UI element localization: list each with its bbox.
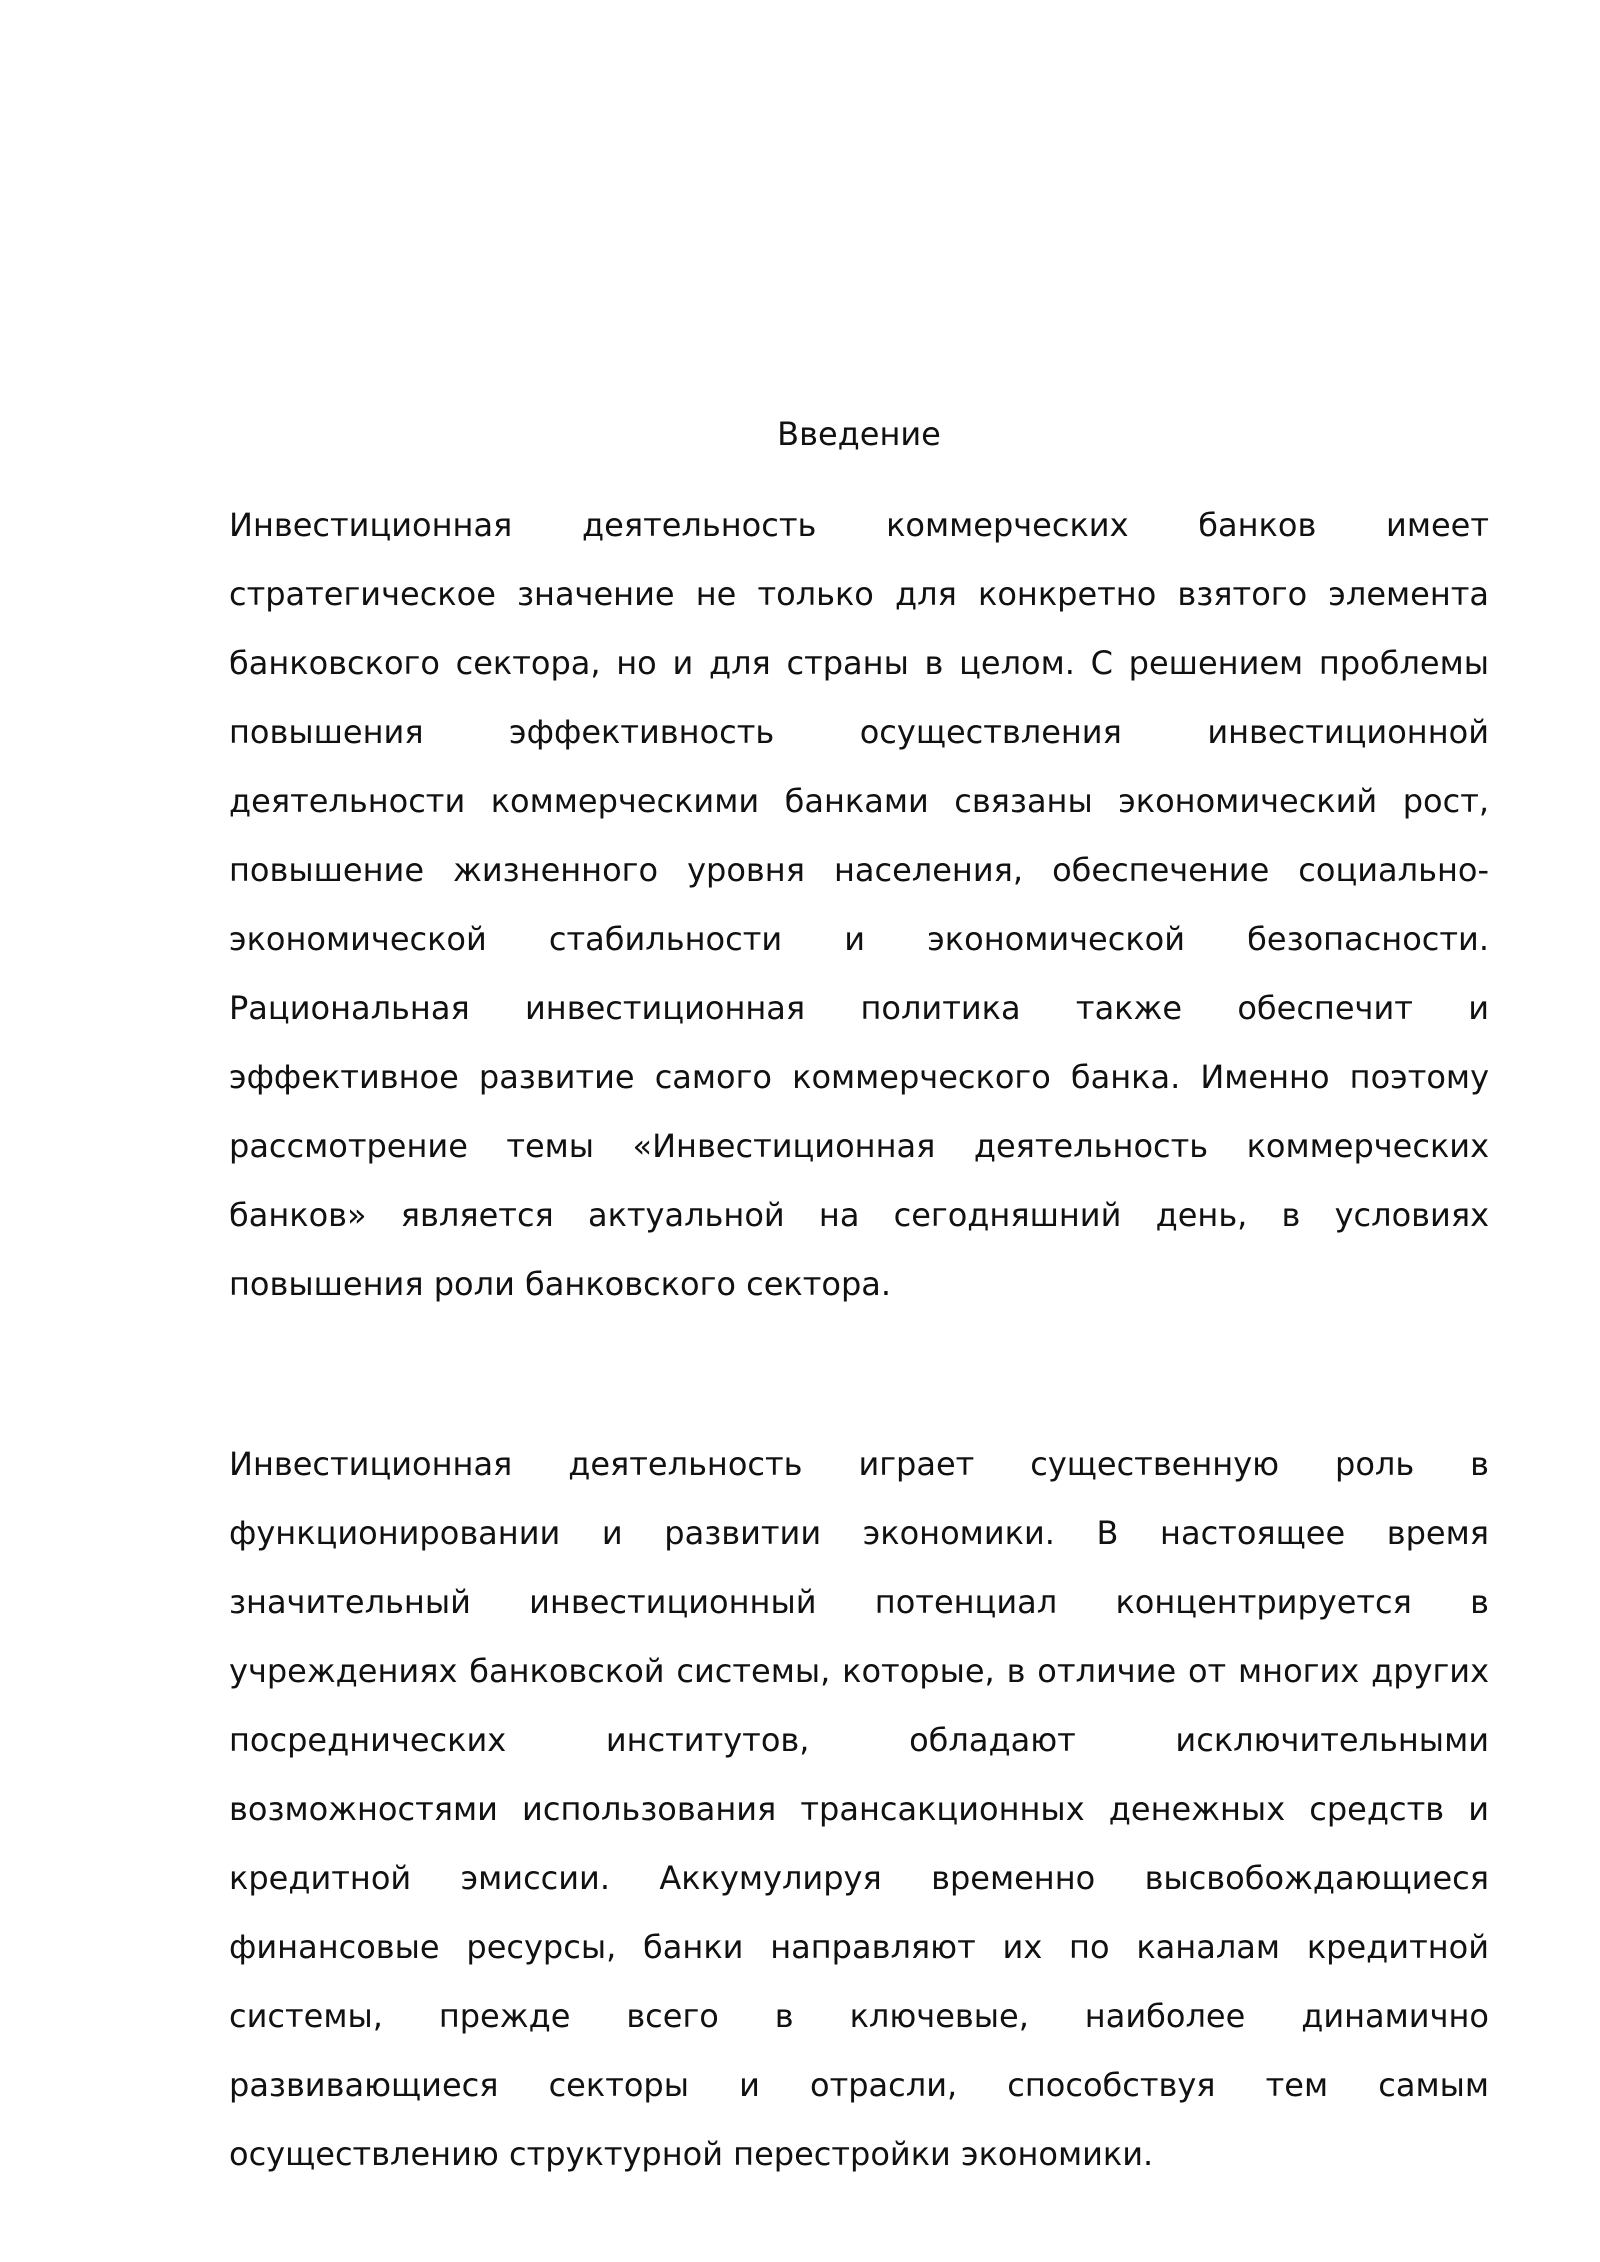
page-heading: Введение	[777, 415, 941, 453]
page-content	[229, 400, 1489, 2189]
paragraph: Инвестиционная деятельность коммерческих банков имеет стратегическое значение не только для конкретно взятого элемента банковского сектора, но и для страны в целом. С решением проблемы повышения эффективность осуществления инвестиционной деятельности коммерческими банками связаны экономический рост, повышение жизненного уровня населения, обеспечение социально-экономической стабильности и экономической безопасности. Рациональная инвестиционная политика также обеспечит и эффективное развитие самого коммерческого банка. Именно поэтому рассмотрение темы «Инвестиционная деятельность коммерческих банков» является актуальной на сегодняшний день, в условиях повышения роли банковского сектора.	[229, 506, 1489, 1303]
paragraph: Инвестиционная деятельность играет существенную роль в функционировании и развитии экономики. В настоящее время значительный инвестиционный потенциал концентрируется в учреждениях банковской системы, которые, в отличие от многих других посреднических институтов, обладают исключительными возможностями использования трансакционных денежных средств и кредитной эмиссии. Аккумулируя временно высвобождающиеся финансовые ресурсы, банки направляют их по каналам кредитной системы, прежде всего в ключевые, наиболее динамично развивающиеся секторы и отрасли, способствуя тем самым осуществлению структурной перестройки экономики.	[229, 1445, 1489, 2173]
